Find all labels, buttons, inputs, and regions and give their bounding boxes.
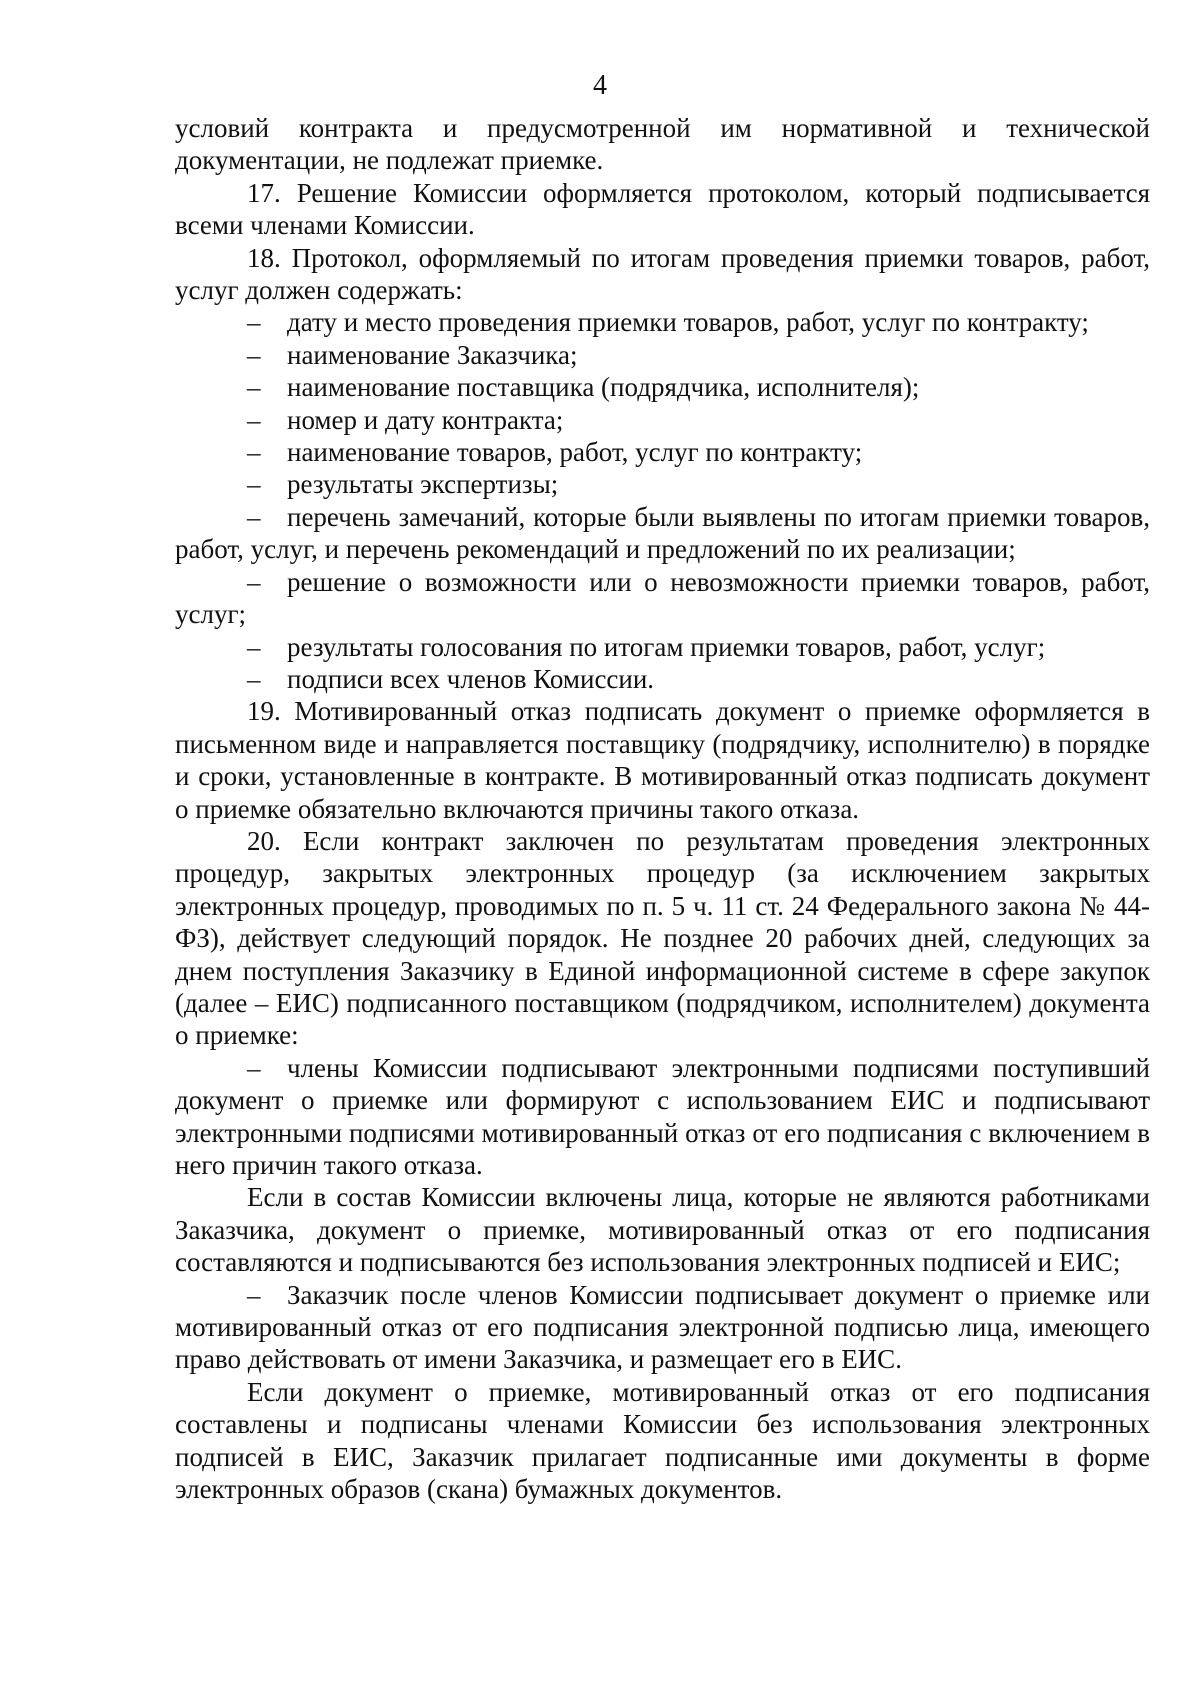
list-item-text: решение о возможности или о невозможности приемки товаров, работ, услуг; [175, 566, 1150, 630]
paragraph: Если документ о приемке, мотивированный отказ от его подписания составлены и подписаны членами Комиссии без использования электронных подписей в ЕИС, Заказчик прилагает подписанные ими документы в форме электронных образов (скана) бумажных документов. [175, 1376, 1150, 1505]
paragraph: Если в состав Комиссии включены лица, которые не являются работниками Заказчика, документ о приемке, мотивированный отказ от его подписания составляются и подписываются без использования электронных подписей и ЕИС; [175, 1182, 1150, 1278]
list-dash: – [247, 566, 261, 597]
list-item-text: перечень замечаний, которые были выявлены по итогам приемки товаров, работ, услуг, и перечень рекомендаций и предложений по их реализации; [175, 501, 1150, 565]
list-dash: – [247, 1279, 261, 1310]
list-dash: – [247, 501, 261, 532]
list-dash: – [247, 631, 261, 662]
list-dash: – [247, 469, 261, 500]
paragraph: 17. Решение Комиссии оформляется протоколом, который подписывается всеми членами Комиссии. [175, 177, 1150, 241]
list-item-text: номер и дату контракта; [287, 404, 564, 435]
list-item [175, 1052, 1150, 1182]
list-dash: – [247, 404, 261, 435]
paragraph: условий контракта и предусмотренной им нормативной и технической документации, не подлежат приемке. [175, 113, 1150, 176]
list-dash: – [247, 372, 261, 403]
paragraph: 18. Протокол, оформляемый по итогам проведения приемки товаров, работ, услуг должен содержать: [175, 242, 1150, 306]
list-item-text: Заказчик после членов Комиссии подписывает документ о приемке или мотивированный отказ от его подписания электронной подписью лица, имеющего право действовать от имени Заказчика, и размещает его в ЕИС. [175, 1279, 1150, 1375]
list-item-text: дату и место проведения приемки товаров, работ, услуг по контракту; [287, 307, 1089, 338]
list-item-text: наименование поставщика (подрядчика, исполнителя); [287, 372, 920, 403]
list-item [175, 404, 1150, 436]
document-body [175, 112, 1150, 1505]
list-dash: – [247, 663, 261, 694]
list-item [175, 371, 1150, 403]
list-item-text: наименование Заказчика; [287, 339, 578, 370]
paragraph: 19. Мотивированный отказ подписать документ о приемке оформляется в письменном виде и направляется поставщику (подрядчику, исполнителю) в порядке и сроки, установленные в контракте. В мотивированный отказ подписать документ о приемке обязательно включаются причины такого отказа. [175, 696, 1150, 824]
list-item [175, 566, 1150, 631]
list-item-text: результаты голосования по итогам приемки товаров, работ, услуг; [287, 631, 1046, 662]
paragraph: 20. Если контракт заключен по результатам проведения электронных процедур, закрытых электронных процедур (за исключением закрытых электронных процедур, проводимых по п. 5 ч. 11 ст. 24 Федерального закона № 44-ФЗ), действует следующий порядок. Не позднее 20 рабочих дней, следующих за днем поступления Заказчику в Единой информационной системе в сфере закупок (далее – ЕИС) подписанного поставщиком (подрядчиком, исполнителем) документа о приемке: [175, 825, 1150, 1051]
list-item [175, 306, 1150, 338]
list-item [175, 339, 1150, 371]
list-item-text: наименование товаров, работ, услуг по контракту; [287, 437, 863, 468]
list-item [175, 501, 1150, 566]
list-item-text: члены Комиссии подписывают электронными подписями поступивший документ о приемке или формируют с использованием ЕИС и подписывают электронными подписями мотивированный отказ от его подписания с включением в него причин такого отказа. [175, 1052, 1150, 1180]
list-item [175, 468, 1150, 500]
list-dash: – [247, 339, 261, 370]
list-item [175, 663, 1150, 695]
list-dash: – [247, 1052, 261, 1083]
list-item-text: результаты экспертизы; [287, 469, 559, 500]
list-dash: – [247, 307, 261, 338]
list-dash: – [247, 437, 261, 468]
list-item-text: подписи всех членов Комиссии. [287, 663, 655, 694]
list-item [175, 436, 1150, 468]
list-item [175, 1279, 1150, 1376]
page-number: 4 [593, 70, 607, 101]
list-item [175, 631, 1150, 663]
